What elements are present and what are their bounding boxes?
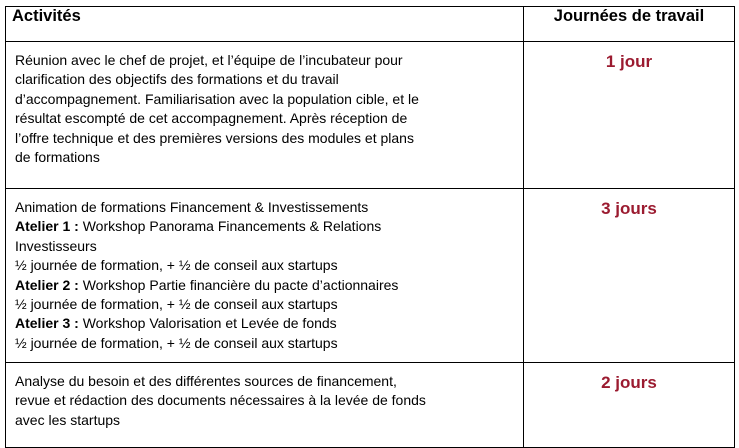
activity-line: Analyse du besoin et des différentes sources de financement, [15,373,397,389]
activity-line: avec les startups [15,411,121,428]
activity-intro: Animation de formations Financement & Investissements [15,199,369,215]
workshop-title: Workshop Panorama Financements & Relations [78,218,382,235]
activity-cell [6,189,524,363]
days-cell: 3 jours [524,189,735,363]
table-row [6,42,735,189]
activity-line: résultat escompté de cet accompagnement. Après réception de [15,110,408,127]
workshop-title-cont: Investisseurs [15,237,97,254]
days-cell: 1 jour [524,42,735,189]
activity-line: Réunion avec le chef de projet, et l’équipe de l’incubateur pour [15,52,403,68]
activity-line: clarification des objectifs des formations et du travail [15,71,339,88]
activity-line: de formations [15,149,100,166]
workshop-label: Atelier 1 : [15,218,79,235]
activity-line: d’accompagnement. Familiarisation avec la population cible, et le [15,90,419,107]
header-workdays: Journées de travail [524,7,735,42]
table-header-row [6,7,735,42]
activities-table [5,6,735,448]
header-activities: Activités [6,7,524,42]
workshop-detail: ½ journée de formation, + ½ de conseil aux startups [15,296,338,313]
table-row [6,363,735,448]
workshop-title-line [15,217,517,236]
workshop-title-line [15,314,517,333]
days-cell: 2 jours [524,363,735,448]
activity-line: revue et rédaction des documents nécessaires à la levée de fonds [15,392,426,409]
activity-line: l’offre technique et des premières versions des modules et plans [15,129,414,146]
workshop-label: Atelier 2 : [15,276,79,293]
activity-cell [6,42,524,189]
workshop-detail: ½ journée de formation, + ½ de conseil aux startups [15,334,338,351]
workshop-title: Workshop Partie financière du pacte d’actionnaires [78,276,399,293]
table-row [6,189,735,363]
workshop-label: Atelier 3 : [15,315,79,332]
workshop-title-line [15,276,517,295]
workshop-detail: ½ journée de formation, + ½ de conseil aux startups [15,257,338,274]
activity-cell [6,363,524,448]
workshop-title: Workshop Valorisation et Levée de fonds [78,315,337,332]
